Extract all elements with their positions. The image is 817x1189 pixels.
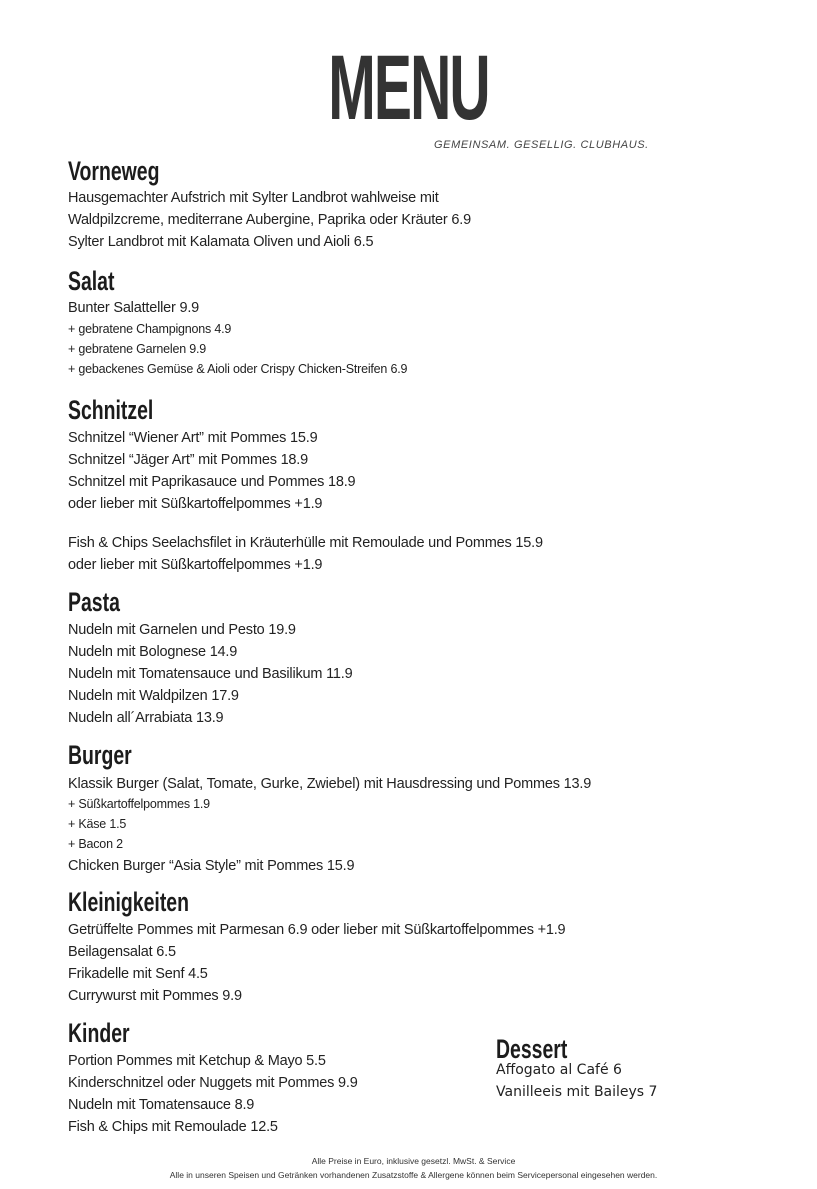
menu-addon: + Käse 1.5 (68, 817, 127, 831)
menu-item: oder lieber mit Süßkartoffelpommes +1.9 (68, 496, 323, 512)
menu-item: Affogato al Café 6 (496, 1062, 622, 1078)
menu-item: Currywurst mit Pommes 9.9 (68, 988, 242, 1004)
menu-item: Portion Pommes mit Ketchup & Mayo 5.5 (68, 1053, 326, 1069)
menu-item: Nudeln mit Tomatensauce 8.9 (68, 1097, 255, 1113)
menu-addon: + gebratene Garnelen 9.9 (68, 342, 207, 356)
section-heading-kleinigkeiten: Kleinigkeiten (68, 887, 189, 917)
menu-item: Klassik Burger (Salat, Tomate, Gurke, Zwiebel) mit Hausdressing und Pommes 13.9 (68, 776, 592, 792)
section-heading-kinder: Kinder (68, 1018, 130, 1048)
menu-item: Getrüffelte Pommes mit Parmesan 6.9 oder lieber mit Süßkartoffelpommes +1.9 (68, 922, 566, 938)
menu-addon: + gebratene Champignons 4.9 (68, 322, 232, 336)
menu-item: Vanilleeis mit Baileys 7 (496, 1084, 658, 1100)
menu-addon: + Bacon 2 (68, 837, 123, 851)
menu-item: Nudeln mit Garnelen und Pesto 19.9 (68, 622, 296, 638)
menu-item: Schnitzel “Jäger Art” mit Pommes 18.9 (68, 452, 308, 468)
section-heading-schnitzel: Schnitzel (68, 395, 154, 425)
menu-item: Hausgemachter Aufstrich mit Sylter Landbrot wahlweise mit (68, 190, 439, 206)
section-heading-dessert: Dessert (496, 1034, 568, 1064)
menu-item: Fish & Chips mit Remoulade 12.5 (68, 1119, 278, 1135)
section-heading-salat: Salat (68, 266, 115, 296)
menu-item: oder lieber mit Süßkartoffelpommes +1.9 (68, 557, 323, 573)
menu-addon: + gebackenes Gemüse & Aioli oder Crispy Chicken-Streifen 6.9 (68, 362, 408, 376)
menu-item: Sylter Landbrot mit Kalamata Oliven und Aioli 6.5 (68, 234, 374, 250)
section-heading-vorneweg: Vorneweg (68, 156, 160, 186)
menu-item: Waldpilzcreme, mediterrane Aubergine, Paprika oder Kräuter 6.9 (68, 212, 471, 228)
footer-allergen-note: Alle in unseren Speisen und Getränken vorhandenen Zusatzstoffe & Allergene können beim Servicepersonal eingesehen werden. (169, 1170, 658, 1180)
menu-title: MENU (328, 37, 489, 139)
menu-item: Frikadelle mit Senf 4.5 (68, 966, 208, 982)
menu-item: Nudeln mit Waldpilzen 17.9 (68, 688, 239, 704)
menu-item: Beilagensalat 6.5 (68, 944, 176, 960)
menu-item: Nudeln mit Bolognese 14.9 (68, 644, 238, 660)
menu-item: Schnitzel mit Paprikasauce und Pommes 18.9 (68, 474, 356, 490)
menu-item: Fish & Chips Seelachsfilet in Kräuterhülle mit Remoulade und Pommes 15.9 (68, 535, 543, 551)
section-heading-pasta: Pasta (68, 587, 120, 617)
section-heading-burger: Burger (68, 740, 132, 770)
menu-item: Chicken Burger “Asia Style” mit Pommes 15.9 (68, 858, 355, 874)
menu-tagline: GEMEINSAM. GESELLIG. CLUBHAUS. (434, 139, 649, 151)
menu-item: Bunter Salatteller 9.9 (68, 300, 200, 316)
footer-price-note: Alle Preise in Euro, inklusive gesetzl. MwSt. & Service (311, 1156, 516, 1166)
menu-addon: + Süßkartoffelpommes 1.9 (68, 797, 210, 811)
menu-item: Nudeln all´Arrabiata 13.9 (68, 710, 224, 726)
menu-item: Kinderschnitzel oder Nuggets mit Pommes 9.9 (68, 1075, 358, 1091)
menu-item: Schnitzel “Wiener Art” mit Pommes 15.9 (68, 430, 318, 446)
menu-item: Nudeln mit Tomatensauce und Basilikum 11.9 (68, 666, 353, 682)
